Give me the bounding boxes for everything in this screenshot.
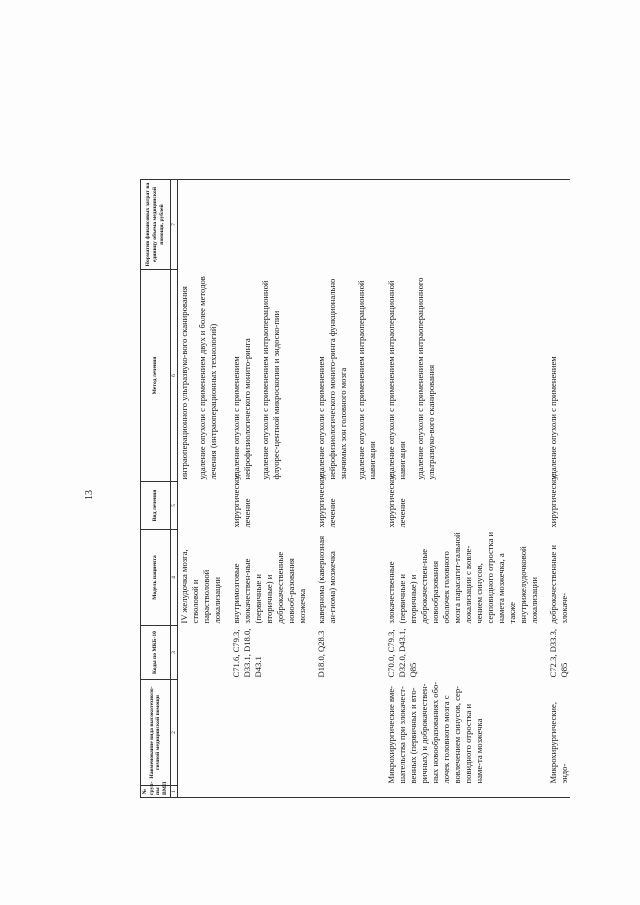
cell-group: [386, 786, 548, 798]
column-number-row: [170, 180, 177, 798]
method-item: удаление опухоли с применением нейрофизиологического монито-ринга: [230, 338, 252, 480]
cell-model: IV желудочка мозга, стволовой и парастволовой локализации: [178, 549, 222, 624]
cell-methods: [231, 270, 316, 482]
method-item: удаление опухоли с применением: [547, 356, 558, 480]
table-row: [177, 180, 231, 798]
cell-cost: [386, 180, 548, 270]
header-treatment: Вид лечения: [141, 482, 171, 530]
cell-codes: C72.3, D33.3, Q85: [547, 629, 569, 678]
column-number: 6: [170, 270, 177, 482]
table-row: [386, 180, 548, 798]
table-row: [316, 180, 386, 798]
method-item: удаление опухоли с применением интраоперационного ультразвуко-вого сканирования: [414, 277, 436, 480]
column-number: 5: [170, 482, 177, 530]
column-number: 4: [170, 530, 177, 626]
cell-treatment: хирургическое: [547, 473, 558, 528]
method-item: удаление опухоли с применением двух и более методов лечения (интраоперационных технологий): [196, 276, 218, 480]
cell-treatment: [177, 482, 231, 530]
header-method: Метод лечения: [141, 270, 171, 482]
method-item: удаление опухоли с применением интраоперационной флуорес-центной микроскопии и эндоско-пии: [259, 280, 281, 480]
page-number: 13: [84, 490, 95, 500]
cell-methods: [177, 270, 231, 482]
cell-treatment: хирургическое лечение: [230, 473, 252, 528]
header-name: Наименование вида высокотехноло-гичной медицинской помощи: [141, 680, 171, 786]
cell-treatment: хирургическое лечение: [385, 473, 407, 528]
cell-methods: [316, 270, 386, 482]
cell-model: кавернома (кавернозная ан-гиома) мозжечка: [315, 535, 337, 624]
cell-name: Микрохирургические, эндо-: [547, 702, 569, 784]
cell-treatment: хирургическое лечение: [315, 473, 337, 528]
method-item: удаление опухоли с применением интраоперационной навигации: [355, 280, 377, 480]
header-row: [141, 180, 171, 798]
cell-cost: [231, 180, 316, 270]
table-row: [231, 180, 316, 798]
table-row: [548, 180, 570, 798]
cell-model: внутримозговые злокачествен-ные (первичные и вторичные) и доброкачественные новооб-разования мозжечка: [230, 551, 307, 624]
method-item: удаление опухоли с применением интраоперационной навигации: [385, 280, 407, 480]
header-group: № груп-пы ВМП: [141, 786, 171, 798]
cell-codes: [177, 626, 231, 680]
column-number: 7: [170, 180, 177, 270]
column-number: 2: [170, 680, 177, 786]
cell-group: [316, 786, 386, 798]
header-cost: Норматив финансовых затрат на единицу объема медицинской помощи, рублей: [141, 180, 171, 270]
column-number: 1: [170, 786, 177, 798]
cell-codes: C70.0, C79.3, D32.0, D43.1, Q85: [385, 628, 418, 678]
cell-codes: D18.0, Q28.3: [315, 630, 326, 678]
cell-methods: [386, 270, 548, 482]
cell-cost: [548, 180, 570, 270]
vmp-table: [140, 179, 570, 798]
table-body: [177, 180, 570, 798]
cell-group: [548, 786, 570, 798]
cell-cost: [177, 180, 231, 270]
cell-model: злокачественные (первичные и вторичные) и доброкачествен-ные новообразования оболочек головного мозга парасагит-тальной локализации с вовле-чением синусов, серповидного отростка и намета мозжечка, а также внутрижелудочковой локализации: [385, 531, 539, 624]
cell-name: [231, 680, 316, 786]
column-number: 3: [170, 626, 177, 680]
cell-cost: [316, 180, 386, 270]
cell-name: [316, 680, 386, 786]
cell-name: Микрохирургические вме-шательства при злокачест-венных (первичных и вто-ричных) и доброкачествен-ных новообразованиях обо-лочек головного мозга с вовлечением синусов, сер-повидного отростка и наме-та мозжечка: [385, 681, 484, 784]
cell-model: доброкачественные и злокаче-: [547, 545, 569, 624]
cell-name: [177, 680, 231, 786]
cell-group: [231, 786, 316, 798]
header-model: Модель пациента: [141, 530, 171, 626]
cell-methods: [548, 270, 570, 482]
cell-group: [177, 786, 231, 798]
cell-codes: C71.6, C79.3, D33.1, D18.0, D43.1: [230, 628, 263, 678]
rotated-table-container: [140, 180, 610, 798]
method-item: интраоперационного ультразвуко-вого сканирования: [178, 286, 189, 480]
method-item: удаление опухоли с применением нейрофизиологического монито-ринга функционально значимых зон головного мозга: [315, 278, 348, 480]
header-codes: Коды по МКБ-10: [141, 626, 171, 680]
